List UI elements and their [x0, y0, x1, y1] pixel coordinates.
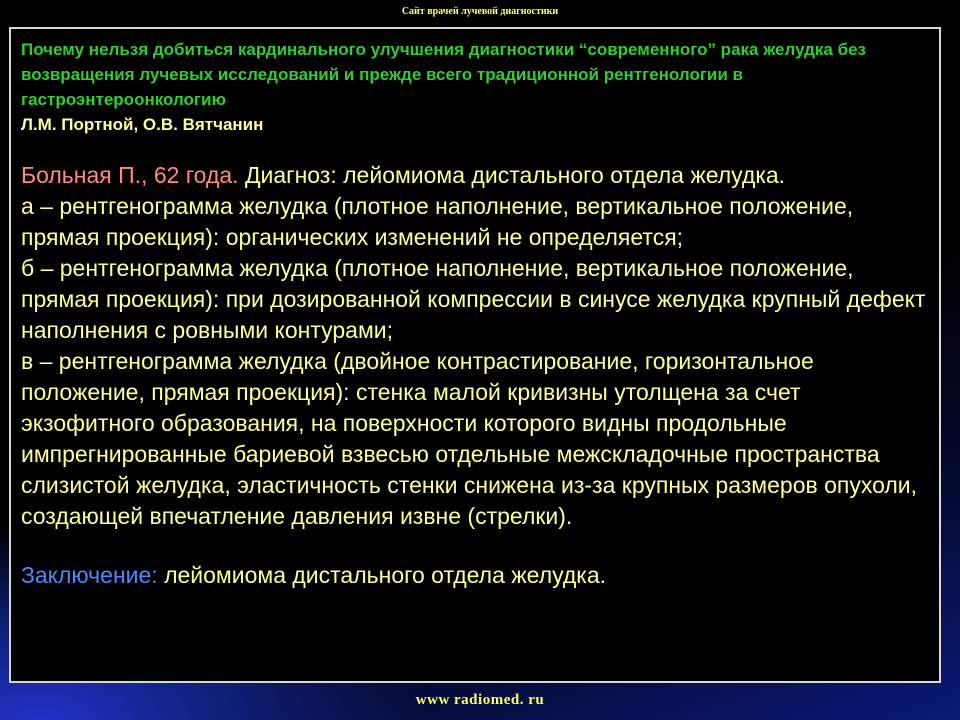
slide-frame [9, 27, 941, 683]
article-authors: Л.М. Портной, О.В. Вятчанин [21, 115, 264, 134]
case-description [21, 160, 929, 532]
conclusion [21, 560, 929, 591]
conclusion-text: лейомиома дистального отдела желудка. [157, 562, 607, 588]
article-title: Почему нельзя добиться кардинального улучшения диагностики “современного” рака желудка без возвращения лучевых исследований и прежде всего традиционной рентгенологии в гастроэнтероонкологию [21, 40, 866, 109]
diagnosis-text: Диагноз: лейомиома дистального отдела желудка. [238, 162, 786, 188]
finding-a: а – рентгенограмма желудка (плотное наполнение, вертикальное положение, прямая проекция): органических изменений не определяется; [21, 193, 854, 250]
finding-b: б – рентгенограмма желудка (плотное наполнение, вертикальное положение, прямая проекция): при дозированной компрессии в синусе желудка крупный дефект наполнения с ровными контурами; [21, 255, 926, 343]
site-caption: Сайт врачей лучевой диагностики [401, 6, 559, 17]
site-url[interactable]: www radiomed. ru [415, 692, 545, 708]
patient-label: Больная П., 62 года. [21, 162, 239, 188]
patient-line [21, 160, 929, 191]
finding-c: в – рентгенограмма желудка (двойное контрастирование, горизонтальное положение, прямая проекция): стенка малой кривизны утолщена за счет экзофитного образования, на поверхности которого видны продольные импрегнированные бариевой взвесью отдельные межскладочные пространства слизистой желудка, эластичность стенки снижена из-за крупных размеров опухоли, создающей впечатление давления извне (стрелки). [21, 348, 918, 529]
conclusion-label: Заключение: [21, 562, 158, 588]
